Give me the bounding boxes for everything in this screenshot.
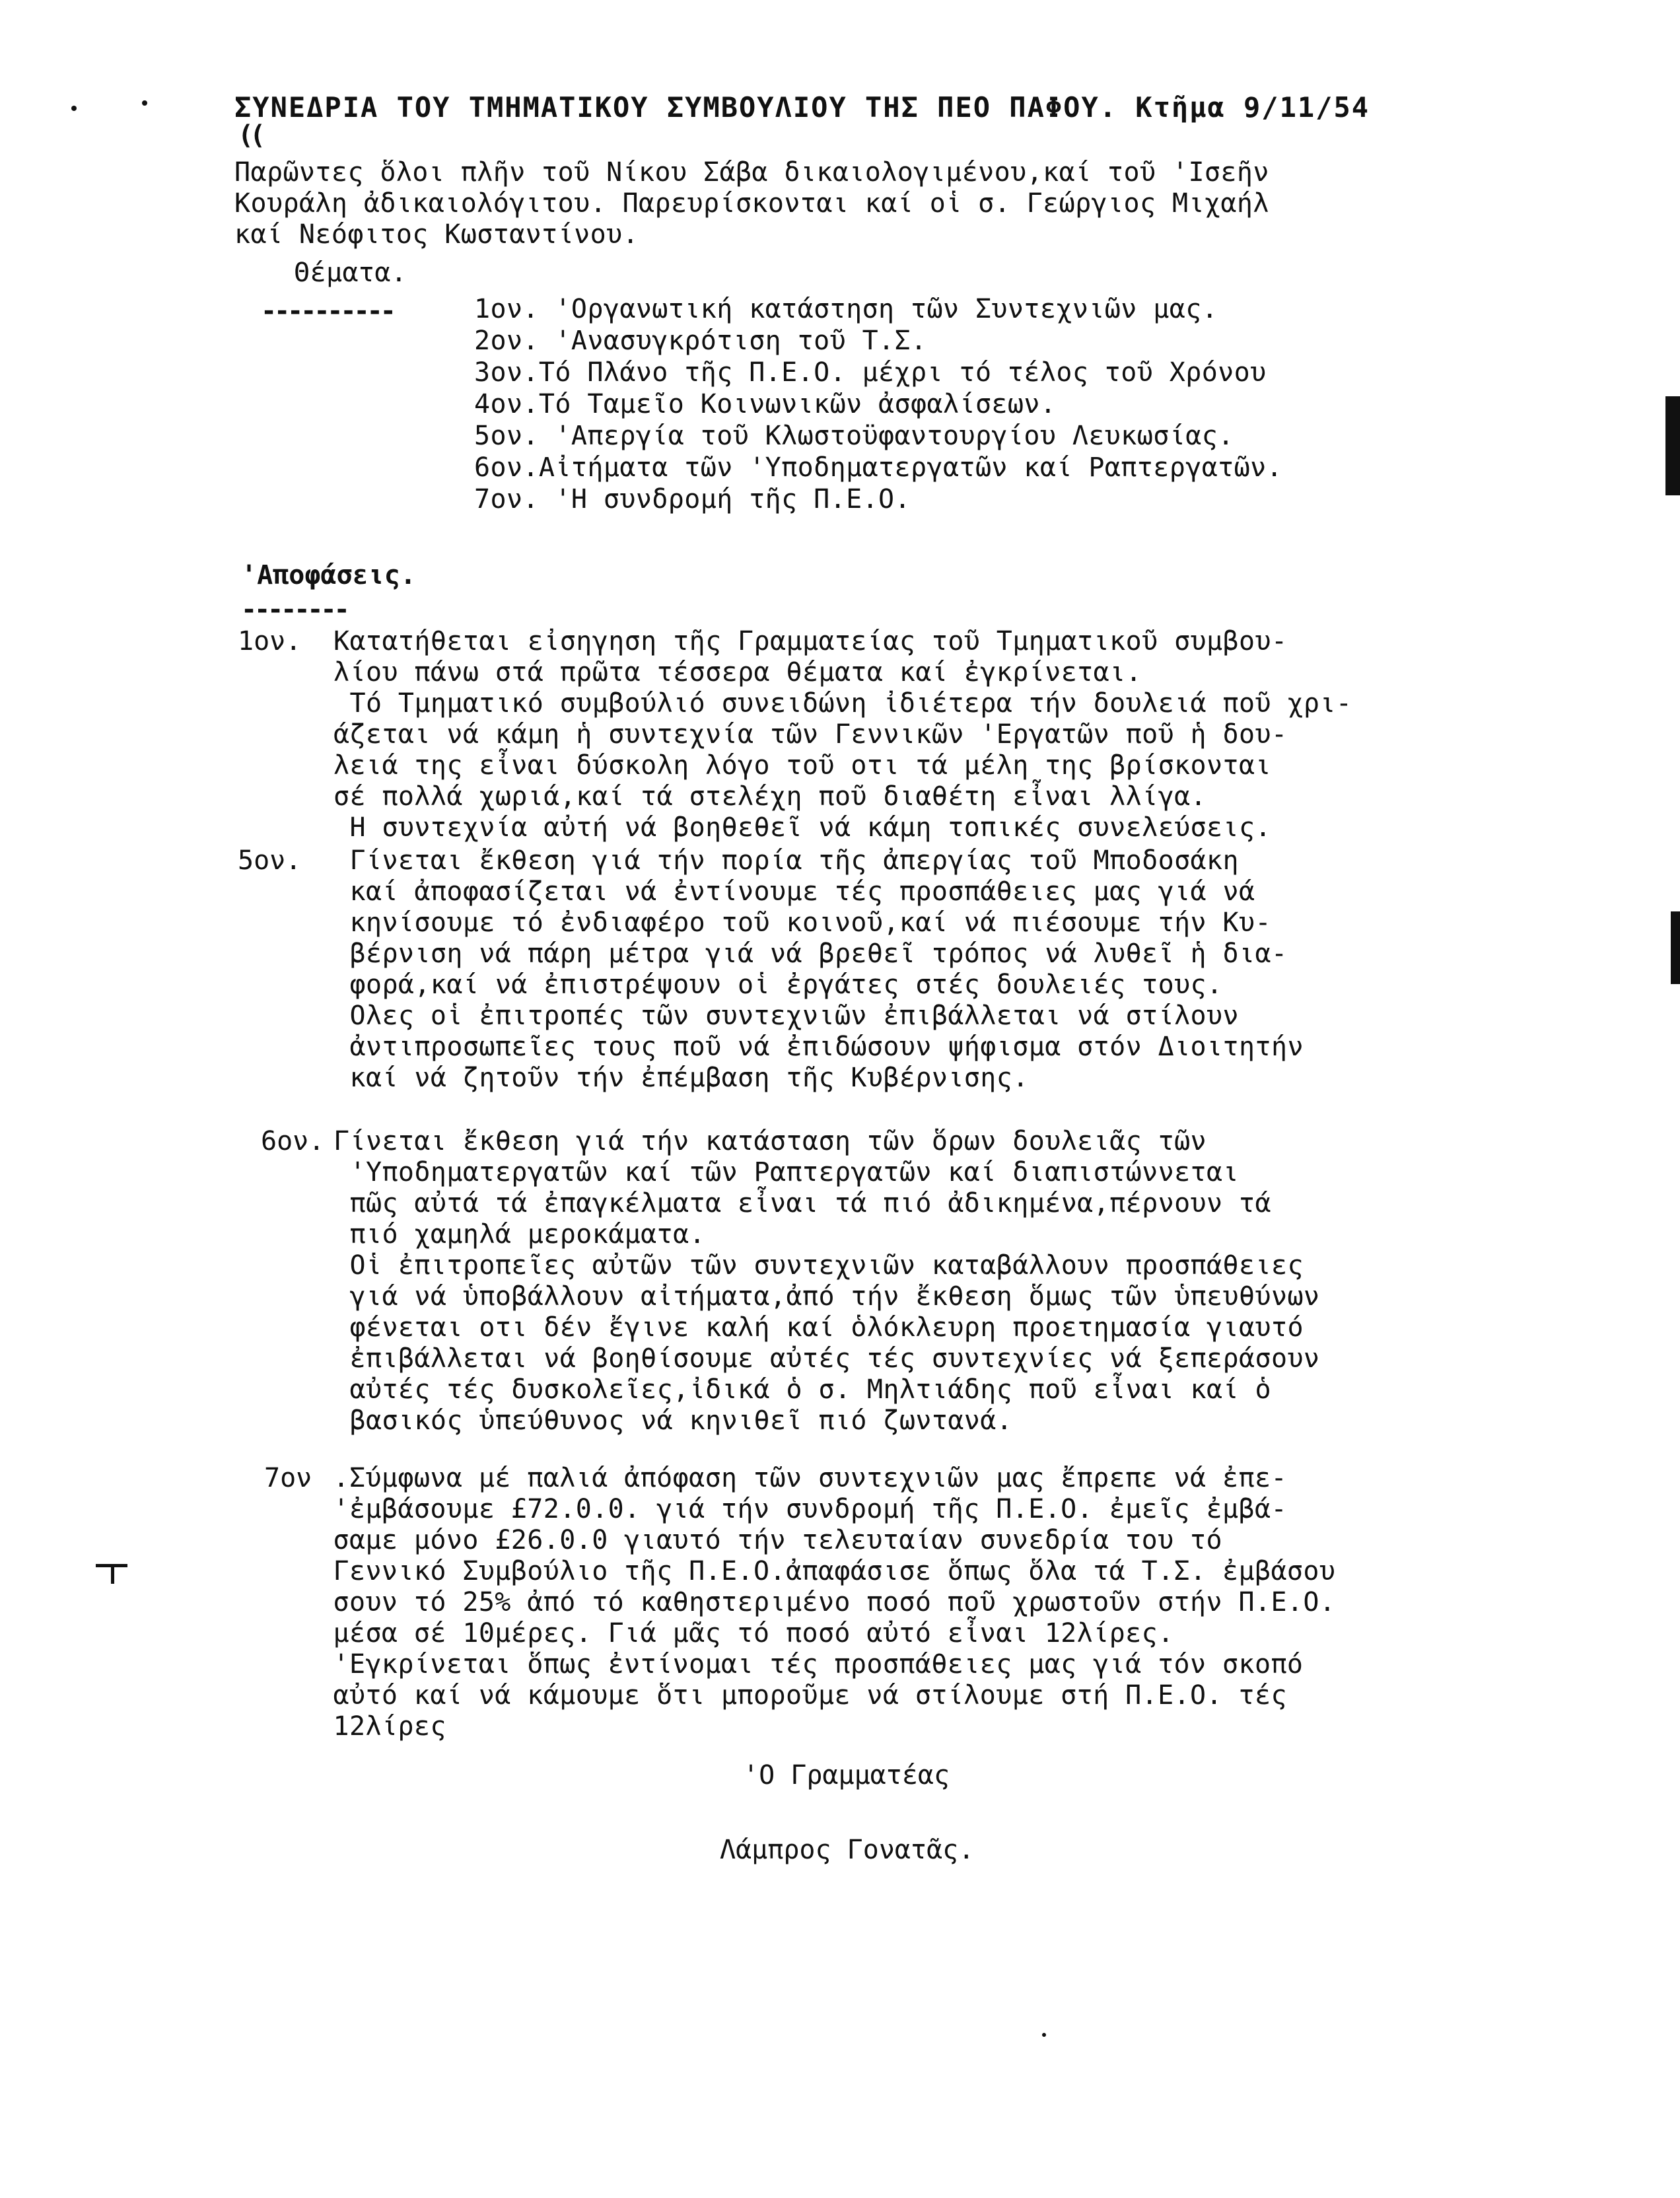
document-heading: ΣΥΝΕΔΡΙΑ ΤΟΥ ΤΜΗΜΑΤΙΚΟΥ ΣΥΜΒΟΥΛΙΟΥ ΤΗΣ ΠΕΟ ΠΑΦΟΥ. Κτῆμα 9/11/54 <box>234 91 1370 124</box>
topics-dashes: ---------- <box>261 296 394 326</box>
topic-item: 5ον. 'Απεργία τοῦ Κλωστοϋφαντουργίου Λευκωσίας. <box>474 421 1234 451</box>
decisions-label: 'Αποφάσεις. <box>241 560 416 590</box>
scan-edge-mark <box>1665 396 1680 495</box>
decision-text: Γίνεται ἔκθεση γιά τήν πορία τῆς ἀπεργίας τοῦ Μποδοσάκη καί ἀποφασίζεται νά ἐντίνουμε τές προσπάθειες μας γιά νά κηνίσουμε τό ἐνδιαφέρο τοῦ κοινοῦ,καί νά πιέσουμε τήν Κυ- βέρνιση νά πάρη μέτρα γιά νά βρεθεῖ τρόπος νά λυθεῖ ἡ δια- φορά,καί νά ἐπιστρέψουν οἱ ἐργάτες στές δουλειές τους. Ολες οἱ ἐπιτροπές τῶν συντεχνιῶν ἐπιβάλλεται νά στίλουν ἀντιπροσωπεῖες τους ποῦ νά ἐπιδώσουν ψήφισμα στόν Διοιτητήν καί νά ζητοῦν τήν ἐπέμβαση τῆς Κυβέρνισης. <box>349 845 1304 1093</box>
signature-title: 'Ο Γραμματέας <box>743 1760 950 1790</box>
decision-text: Γίνεται ἔκθεση γιά τήν κατάσταση τῶν ὅρων δουλειᾶς τῶν 'Υποδηματεργατῶν καί τῶν Ραπτεργατῶν καί διαπιστώννεται πῶς αὐτά τά ἐπαγκέλματα εἶναι τά πιό ἀδικημένα,πέρνουν τά πιό χαμηλά μεροκάματα. Οἱ ἐπιτροπεῖες αὐτῶν τῶν συντεχνιῶν καταβάλλουν προσπάθειες γιά νά ὑποβάλλουν αἰτήματα,ἀπό τήν ἔκθεση ὅμως τῶν ὑπευθύνων φένεται οτι δέν ἔγινε καλή καί ὁλόκλευρη προετημασία γιαυτό ἐπιβάλλεται νά βοηθίσουμε αὐτές τές συντεχνίες νά ξεπεράσουν αὐτές τές δυσκολεῖες,ἰδικά ὁ σ. Μηλτιάδης ποῦ εἶναι καί ὁ βασικός ὑπεύθυνος νά κηνιθεῖ πιό ζωντανά. <box>333 1126 1320 1436</box>
scan-speck <box>1042 2033 1046 2037</box>
topic-item: 7ον. 'Η συνδρομή τῆς Π.Ε.Ο. <box>474 484 911 514</box>
topic-item: 6ον.Αἰτήματα τῶν 'Υποδηματεργατῶν καί Ραπτεργατῶν. <box>474 452 1283 483</box>
decision-number: 7ον <box>264 1463 312 1493</box>
topic-item: 4ον.Τό Ταμεῖο Κοινωνικῶν ἀσφαλίσεων. <box>474 389 1057 419</box>
decision-text: Κατατήθεται εἰσηγηση τῆς Γραμματείας τοῦ Τμηματικοῦ συμβου- λίου πάνω στά πρῶτα τέσσερα θέματα καί ἐγκρίνεται. Τό Τμηματικό συμβούλιό συνειδώνη ἰδιέτερα τήν δουλειά ποῦ χρι- άζεται νά κάμη ἡ συντεχνία τῶν Γεννικῶν 'Εργατῶν ποῦ ἡ δου- λειά της εἶναι δύσκολη λόγο τοῦ οτι τά μέλη της βρίσκονται σέ πολλά χωριά,καί τά στελέχη ποῦ διαθέτη εἶναι λλίγα. Η συντεχνία αὐτή νά βοηθεθεῖ νά κάμη τοπικές συνελεύσεις. <box>333 626 1352 843</box>
topic-item: 2ον. 'Ανασυγκρότιση τοῦ Τ.Σ. <box>474 326 927 356</box>
decision-number: 6ον. <box>261 1126 325 1156</box>
scan-speck <box>142 100 147 106</box>
decision-number: 1ον. <box>238 626 302 656</box>
scan-margin-mark <box>111 1564 114 1584</box>
scan-speck <box>71 106 77 111</box>
decision-number: 5ον. <box>238 845 302 876</box>
signature-name: Λάμπρος Γονατᾶς. <box>720 1835 975 1865</box>
heading-underline-mark: (( <box>238 120 262 151</box>
decisions-dashes: -------- <box>241 594 347 625</box>
attendance-paragraph: Παρῶντες ὅλοι πλῆν τοῦ Νίκου Σάβα δικαιολογιμένου,καί τοῦ 'Ισεῆν Κουράλη ἀδικαιολόγιτου. Παρευρίσκονται καί οἱ σ. Γεώργιος Μιχαήλ καί Νεόφιτος Κωσταντίνου. <box>234 157 1269 250</box>
scan-edge-mark <box>1671 911 1680 984</box>
topics-label: Θέματα. <box>294 258 407 288</box>
decision-text: .Σύμφωνα μέ παλιά ἀπόφαση τῶν συντεχνιῶν μας ἔπρεπε νά ἐπε- 'ἐμβάσουμε £72.0.0. γιά τήν συνδρομή τῆς Π.Ε.Ο. ἐμεῖς ἐμβά- σαμε μόνο £26.0.0 γιαυτό τήν τελευταίαν συνεδρία του τό Γεννικό Συμβούλιο τῆς Π.Ε.Ο.ἀπαφάσισε ὅπως ὅλα τά Τ.Σ. ἐμβάσου σουν τό 25% ἀπό τό καθηστεριμένο ποσό ποῦ χρωστοῦν στήν Π.Ε.Ο. μέσα σέ 10μέρες. Γιά μᾶς τό ποσό αὐτό εἶναι 12λίρες. 'Εγκρίνεται ὅπως ἐντίνομαι τές προσπάθειες μας γιά τόν σκοπό αὐτό καί νά κάμουμε ὅτι μποροῦμε νά στίλουμε στή Π.Ε.Ο. τές 12λίρες <box>333 1463 1336 1742</box>
topic-item: 3ον.Τό Πλάνο τῆς Π.Ε.Ο. μέχρι τό τέλος τοῦ Χρόνου <box>474 357 1267 388</box>
topic-item: 1ον. 'Οργανωτική κατάστηση τῶν Συντεχνιῶν μας. <box>474 294 1218 324</box>
